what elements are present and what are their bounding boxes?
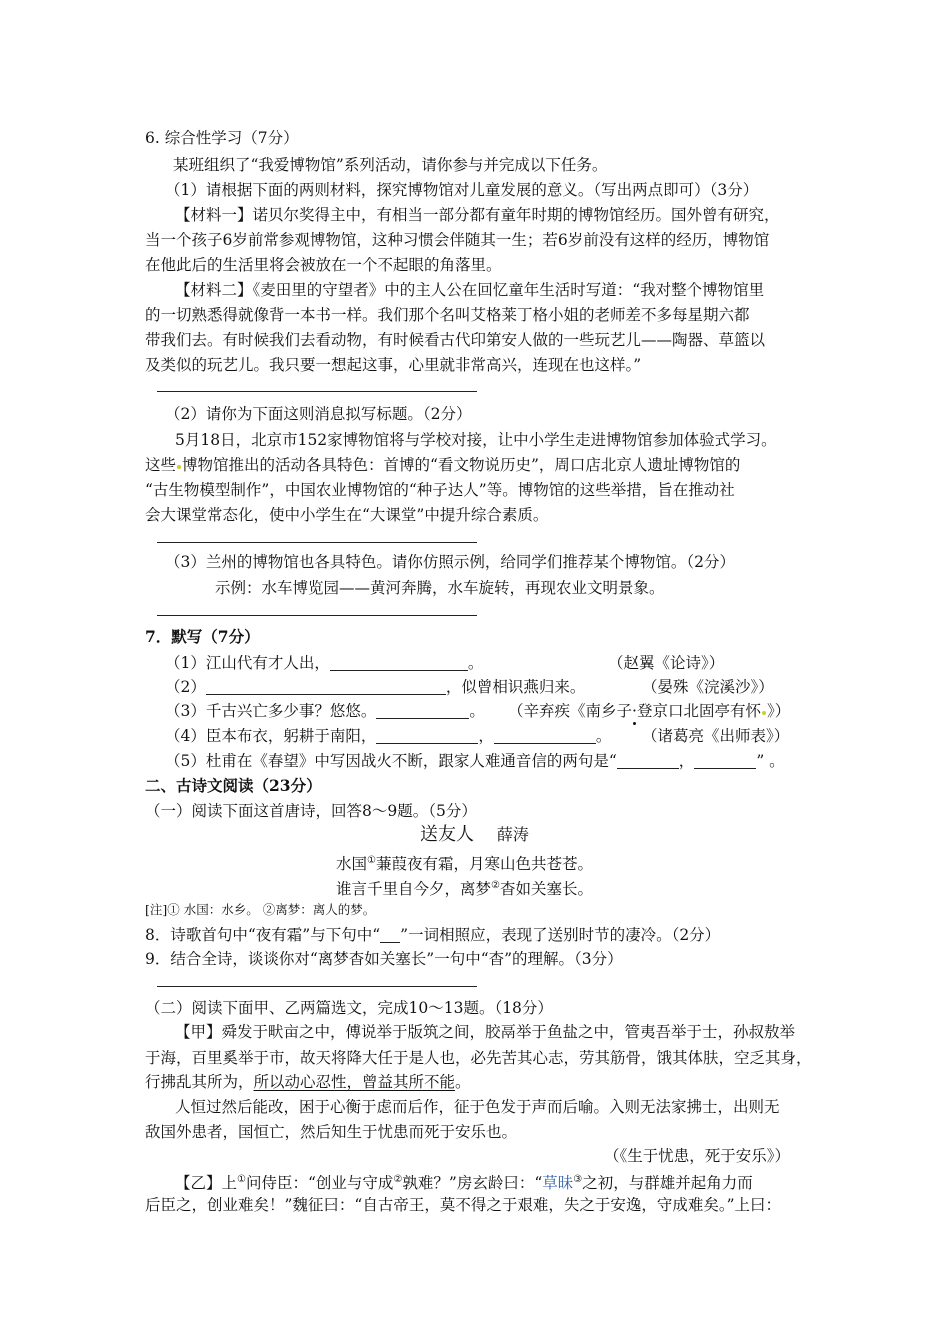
poem-line1: 水国①蒹葭夜有霜，月寒山色共苍苍。 — [336, 855, 593, 874]
blank-q7-5b[interactable] — [694, 752, 756, 769]
q7-line1-source: （赵翼《论诗》） — [608, 654, 725, 672]
q7-line5: （5）杜甫在《春望》中写因战火不断，跟家人难通音信的两句是“ ， ” 。 — [165, 752, 785, 770]
passage-a-source: （《生于忧患，死于安乐》） — [604, 1147, 791, 1165]
material2-line3: 带我们去。有时候我们去看动物，有时候看古代印第安人做的一些玩艺儿——陶器、草篮以 — [145, 331, 766, 349]
passage-a-line5: 敌国外患者，国恒亡，然后知生于忧患而死于安乐也。 — [145, 1123, 518, 1141]
q6-heading: 6. 综合性学习（7分） — [145, 129, 299, 147]
poem-line2: 谁言千里自今夕，离梦②杳如关塞长。 — [336, 880, 593, 899]
passage-a-line1: 【甲】舜发于畎亩之中，傅说举于版筑之间，胶鬲举于鱼盐之中，管夷吾举于士，孙叔敖举 — [175, 1023, 796, 1041]
q7-line3: （3）千古兴亡多少事？悠悠。 。 — [165, 702, 485, 720]
q6-intro: 某班组织了“我爱博物馆”系列活动，请你参与并完成以下任务。 — [173, 156, 608, 174]
section2-instruction: （二）阅读下面甲、乙两篇选文，完成10～13题。（18分） — [145, 999, 553, 1017]
blank-q7-2[interactable] — [206, 678, 446, 695]
q7-heading: 7．默写（7分） — [145, 627, 260, 646]
q6-example: 示例：水车博览园——黄河奔腾，水车旋转，再现农业文明景象。 — [215, 579, 665, 597]
blank-q7-3[interactable] — [376, 702, 469, 719]
highlight-mark — [177, 465, 181, 469]
passage-b-line2: 后臣之，创业难矣！”魏征曰：“自古帝王，莫不得之于艰难，失之于安逸，守成难矣。”上曰： — [145, 1196, 782, 1214]
q6-sub3: （3）兰州的博物馆也各具特色。请你仿照示例，给同学们推荐某个博物馆。（2分） — [165, 553, 735, 571]
section1-instruction: （一）阅读下面这首唐诗，回答8～9题。（5分） — [145, 802, 477, 820]
material2-line1: 【材料二】《麦田里的守望者》中的主人公在回忆童年生活时写道：“我对整个博物馆里 — [175, 281, 765, 299]
blank-q8[interactable] — [380, 926, 400, 943]
q6-sub1: （1）请根据下面的两则材料，探究博物馆对儿童发展的意义。（写出两点即可）（3分） — [165, 181, 759, 199]
q7-line4: （4）臣本布衣，躬耕于南阳， ， 。 — [165, 727, 612, 745]
underlined-sentence: 所以动心忍性，曾益其所不能 — [253, 1073, 456, 1091]
passage-a-line3: 行拂乱其所为，所以动心忍性，曾益其所不能。 — [145, 1073, 471, 1091]
answer-line-q9[interactable] — [157, 986, 477, 987]
highlight-mark — [762, 711, 766, 715]
material1-line3: 在他此后的生活里将会被放在一个不起眼的角落里。 — [145, 256, 502, 274]
passage-a-line4: 人恒过然后能改，困于心衡于虑而后作，征于色发于声而后喻。入则无法家拂士，出则无 — [175, 1098, 780, 1116]
material1-line2: 当一个孩子6岁前常参观博物馆，这种习惯会伴随其一生；若6岁前没有这样的经历，博物馆 — [145, 231, 770, 249]
material2-line4: 及类似的玩艺儿。我只要一想起这事，心里就非常高兴，连现在也这样。” — [145, 356, 642, 374]
news-line1: 5月18日，北京市152家博物馆将与学校对接，让中小学生走进博物馆参加体验式学习。 — [175, 431, 777, 449]
news-line3: “古生物模型制作”，中国农业博物馆的“种子达人”等。博物馆的这些举措，旨在推动社 — [145, 481, 735, 499]
blank-q7-1[interactable] — [330, 654, 468, 671]
q7-line2-source: （晏殊《浣溪沙》） — [642, 678, 774, 696]
material2-line2: 的一切熟悉得就像背一本书一样。我们那个名叫艾格莱丁格小姐的老师差不多每星期六都 — [145, 306, 750, 324]
q7-line4-source: （诸葛亮《出师表》） — [642, 727, 790, 745]
blank-q7-4b[interactable] — [494, 727, 596, 744]
news-line4: 会大课堂常态化，使中小学生在“大课堂”中提升综合素质。 — [145, 506, 549, 524]
poem-title: 送友人 薛涛 — [420, 824, 529, 845]
part2-heading: 二、古诗文阅读（23分） — [145, 776, 322, 795]
blank-q7-5a[interactable] — [617, 752, 679, 769]
answer-line-q6-2[interactable] — [157, 542, 477, 543]
poem-note: [注]① 水国：水乡。 ②离梦：离人的梦。 — [145, 902, 376, 917]
answer-line-q6-3[interactable] — [157, 615, 477, 616]
material1-line1: 【材料一】诺贝尔奖得主中，有相当一部分都有童年时期的博物馆经历。国外曾有研究， — [175, 206, 780, 224]
passage-a-line2: 于海，百里奚举于市，故天将降大任于是人也，必先苦其心志，劳其筋骨，饿其体肤，空乏其身， — [145, 1049, 812, 1067]
answer-line-q6-1[interactable] — [157, 391, 477, 392]
q7-line2: （2） ，似曾相识燕归来。 — [165, 678, 586, 696]
blank-q7-4a[interactable] — [376, 727, 478, 744]
news-line2: 这些 博物馆推出的活动各具特色：首博的“看文物说历史”，周口店北京人遗址博物馆的 — [145, 456, 741, 474]
q8: 8．诗歌首句中“夜有霜”与下句中“ ”一词相照应，表现了送别时节的凄冷。（2分） — [145, 926, 721, 944]
passage-b-line1: 【乙】上①问侍臣：“创业与守成②孰难？”房玄龄曰：“草昧③之初，与群雄并起角力而 — [175, 1174, 753, 1193]
q9: 9．结合全诗，谈谈你对“离梦杳如关塞长”一句中“杳”的理解。（3分） — [145, 950, 623, 968]
q7-line3-source: （辛弃疾《南乡子·登京口北固亭有怀 》） — [508, 702, 791, 720]
q7-line1: （1）江山代有才人出， 。 — [165, 654, 484, 672]
q6-sub2: （2）请你为下面这则消息拟写标题。（2分） — [165, 405, 472, 423]
